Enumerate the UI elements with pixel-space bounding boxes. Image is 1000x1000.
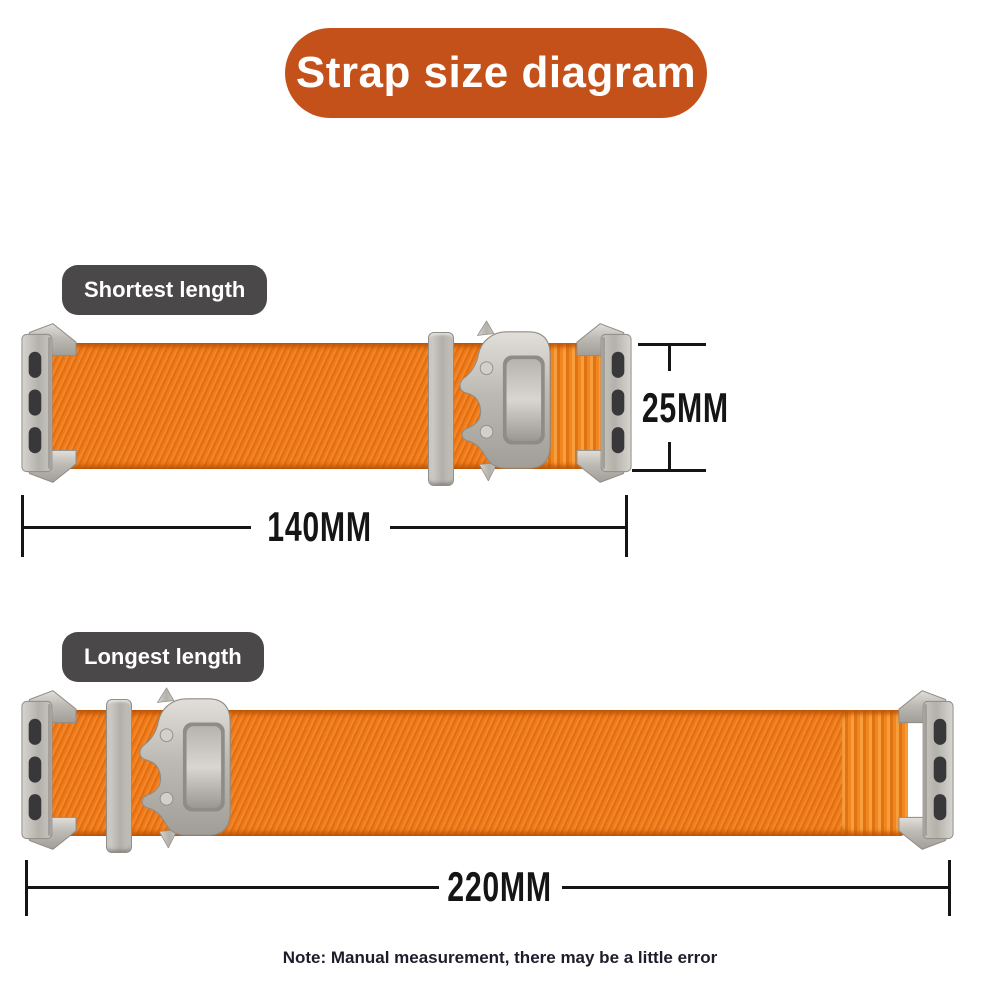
dim-line	[632, 469, 706, 472]
longest-length-label-pill	[62, 632, 264, 682]
long-strap-illustration	[20, 683, 960, 859]
quick-release-buckle-icon	[132, 686, 232, 848]
shortest-length-label: Shortest length	[84, 277, 246, 302]
dim-longest-value: 220MM	[447, 863, 553, 910]
buckle-keeper-bar	[106, 699, 132, 853]
watch-connector-right-icon	[575, 319, 633, 487]
watch-connector-left-icon	[20, 319, 78, 487]
dim-tick	[668, 442, 671, 470]
page-title: Strap size diagram	[295, 48, 697, 97]
watch-connector-right-icon	[897, 686, 955, 854]
dim-shortest-value: 140MM	[267, 503, 373, 550]
short-strap-illustration	[20, 316, 650, 492]
measurement-note: Note: Manual measurement, there may be a little error	[282, 948, 718, 967]
dim-tick	[668, 345, 671, 371]
dim-line	[23, 526, 251, 529]
shortest-length-label-pill	[62, 265, 267, 315]
dim-line	[638, 343, 706, 346]
dim-width-value: 25MM	[641, 384, 729, 431]
dim-line	[562, 886, 950, 889]
dim-line	[27, 886, 439, 889]
quick-release-buckle-icon	[452, 319, 552, 481]
dim-line	[390, 526, 627, 529]
longest-length-label: Longest length	[84, 644, 242, 669]
buckle-keeper-bar	[428, 332, 454, 486]
title-banner	[285, 28, 707, 118]
watch-connector-left-icon	[20, 686, 78, 854]
